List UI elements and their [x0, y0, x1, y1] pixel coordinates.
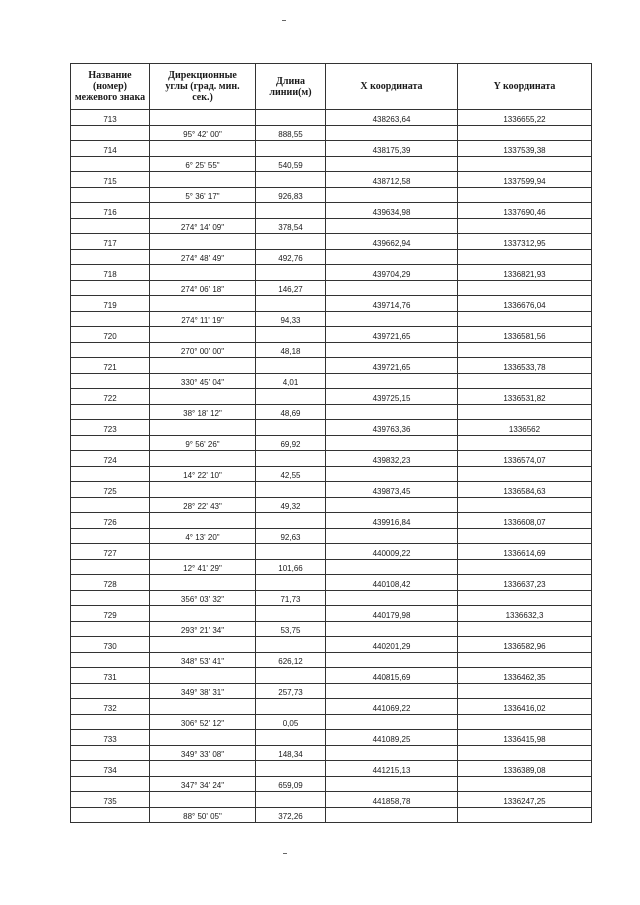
table-row: [71, 497, 592, 513]
x-coordinate-cell: 440201,29: [326, 637, 458, 653]
empty-cell: [458, 435, 592, 451]
table-row: [71, 327, 592, 343]
mark-name-cell: 719: [71, 296, 150, 312]
empty-cell: [71, 249, 150, 265]
table-row: [71, 482, 592, 498]
y-coordinate-cell: 1336415,98: [458, 730, 592, 746]
empty-cell: [150, 141, 256, 157]
empty-cell: [71, 714, 150, 730]
empty-cell: [326, 342, 458, 358]
x-coordinate-cell: 440009,22: [326, 544, 458, 560]
x-coordinate-cell: 439916,84: [326, 513, 458, 529]
y-coordinate-cell: 1336608,07: [458, 513, 592, 529]
table-row: [71, 652, 592, 668]
mark-name-cell: 717: [71, 234, 150, 250]
bearing-angle-cell: 274° 06' 18": [150, 280, 256, 296]
empty-cell: [458, 280, 592, 296]
x-coordinate-cell: 441069,22: [326, 699, 458, 715]
y-coordinate-cell: 1336614,69: [458, 544, 592, 560]
empty-cell: [150, 420, 256, 436]
mark-name-cell: 723: [71, 420, 150, 436]
empty-cell: [150, 389, 256, 405]
line-length-cell: 372,26: [256, 807, 326, 823]
table-row: [71, 528, 592, 544]
table-row: [71, 730, 592, 746]
line-length-cell: 4,01: [256, 373, 326, 389]
empty-cell: [150, 637, 256, 653]
table-row: [71, 203, 592, 219]
empty-cell: [256, 203, 326, 219]
empty-cell: [326, 249, 458, 265]
y-coordinate-cell: 1336632,3: [458, 606, 592, 622]
y-coordinate-cell: 1336821,93: [458, 265, 592, 281]
line-length-cell: 42,55: [256, 466, 326, 482]
bearing-angle-cell: 95° 42' 00": [150, 125, 256, 141]
scan-mark: [282, 20, 286, 21]
empty-cell: [458, 497, 592, 513]
empty-cell: [256, 141, 326, 157]
y-coordinate-cell: 1336462,35: [458, 668, 592, 684]
empty-cell: [458, 590, 592, 606]
bearing-angle-cell: 347° 34' 24": [150, 776, 256, 792]
empty-cell: [458, 807, 592, 823]
empty-cell: [326, 218, 458, 234]
mark-name-cell: 734: [71, 761, 150, 777]
line-length-cell: 49,32: [256, 497, 326, 513]
mark-name-cell: 731: [71, 668, 150, 684]
header-boundary-mark-name: Название (номер) межевого знака: [71, 64, 150, 110]
empty-cell: [256, 513, 326, 529]
x-coordinate-cell: 438712,58: [326, 172, 458, 188]
empty-cell: [458, 528, 592, 544]
y-coordinate-cell: 1336584,63: [458, 482, 592, 498]
empty-cell: [256, 730, 326, 746]
mark-name-cell: 728: [71, 575, 150, 591]
empty-cell: [326, 311, 458, 327]
mark-name-cell: 722: [71, 389, 150, 405]
empty-cell: [150, 265, 256, 281]
y-coordinate-cell: 1337690,46: [458, 203, 592, 219]
bearing-angle-cell: 9° 56' 26": [150, 435, 256, 451]
empty-cell: [256, 792, 326, 808]
table-row: [71, 435, 592, 451]
line-length-cell: 540,59: [256, 156, 326, 172]
empty-cell: [71, 621, 150, 637]
x-coordinate-cell: 439634,98: [326, 203, 458, 219]
empty-cell: [71, 125, 150, 141]
x-coordinate-cell: 439873,45: [326, 482, 458, 498]
x-coordinate-cell: 438263,64: [326, 110, 458, 126]
empty-cell: [71, 807, 150, 823]
header-bearing-angle: Дирекционные углы (град. мин. сек.): [150, 64, 256, 110]
bearing-angle-cell: 6° 25' 55": [150, 156, 256, 172]
x-coordinate-cell: 441858,78: [326, 792, 458, 808]
table-row: [71, 683, 592, 699]
x-coordinate-cell: 438175,39: [326, 141, 458, 157]
empty-cell: [326, 621, 458, 637]
table-row: [71, 544, 592, 560]
empty-cell: [150, 513, 256, 529]
y-coordinate-cell: 1336533,78: [458, 358, 592, 374]
empty-cell: [326, 435, 458, 451]
mark-name-cell: 725: [71, 482, 150, 498]
x-coordinate-cell: 439704,29: [326, 265, 458, 281]
empty-cell: [256, 482, 326, 498]
empty-cell: [458, 683, 592, 699]
table-row: [71, 125, 592, 141]
empty-cell: [458, 187, 592, 203]
line-length-cell: 626,12: [256, 652, 326, 668]
empty-cell: [256, 544, 326, 560]
empty-cell: [326, 280, 458, 296]
table-row: [71, 745, 592, 761]
table-row: [71, 389, 592, 405]
empty-cell: [458, 342, 592, 358]
table-header-row: [71, 64, 592, 110]
empty-cell: [256, 172, 326, 188]
bearing-angle-cell: 356° 03' 32": [150, 590, 256, 606]
table-row: [71, 296, 592, 312]
empty-cell: [256, 668, 326, 684]
bearing-angle-cell: 12° 41' 29": [150, 559, 256, 575]
x-coordinate-cell: 439721,65: [326, 358, 458, 374]
empty-cell: [150, 575, 256, 591]
table-row: [71, 761, 592, 777]
empty-cell: [458, 745, 592, 761]
y-coordinate-cell: 1336637,23: [458, 575, 592, 591]
table-row: [71, 590, 592, 606]
table-row: [71, 172, 592, 188]
x-coordinate-cell: 439721,65: [326, 327, 458, 343]
empty-cell: [150, 234, 256, 250]
table-row: [71, 699, 592, 715]
empty-cell: [150, 699, 256, 715]
empty-cell: [150, 327, 256, 343]
table-row: [71, 280, 592, 296]
table-row: [71, 187, 592, 203]
bearing-angle-cell: 38° 18' 12": [150, 404, 256, 420]
bearing-angle-cell: 4° 13' 20": [150, 528, 256, 544]
empty-cell: [326, 187, 458, 203]
x-coordinate-cell: 441215,13: [326, 761, 458, 777]
table-row: [71, 513, 592, 529]
table-row: [71, 621, 592, 637]
bearing-angle-cell: 293° 21' 34": [150, 621, 256, 637]
y-coordinate-cell: 1336247,25: [458, 792, 592, 808]
header-y-coordinate: Y координата: [458, 64, 592, 110]
bearing-angle-cell: 349° 33' 08": [150, 745, 256, 761]
y-coordinate-cell: 1336655,22: [458, 110, 592, 126]
empty-cell: [458, 652, 592, 668]
table-row: [71, 637, 592, 653]
empty-cell: [458, 404, 592, 420]
y-coordinate-cell: 1336562: [458, 420, 592, 436]
mark-name-cell: 735: [71, 792, 150, 808]
line-length-cell: 101,66: [256, 559, 326, 575]
table-row: [71, 234, 592, 250]
empty-cell: [256, 637, 326, 653]
mark-name-cell: 714: [71, 141, 150, 157]
mark-name-cell: 732: [71, 699, 150, 715]
empty-cell: [71, 187, 150, 203]
line-length-cell: 0,05: [256, 714, 326, 730]
empty-cell: [71, 404, 150, 420]
bearing-angle-cell: 348° 53' 41": [150, 652, 256, 668]
empty-cell: [326, 807, 458, 823]
empty-cell: [150, 296, 256, 312]
mark-name-cell: 726: [71, 513, 150, 529]
line-length-cell: 378,54: [256, 218, 326, 234]
bearing-angle-cell: 14° 22' 10": [150, 466, 256, 482]
y-coordinate-cell: 1337539,38: [458, 141, 592, 157]
table-row: [71, 404, 592, 420]
table-row: [71, 265, 592, 281]
y-coordinate-cell: 1336389,08: [458, 761, 592, 777]
empty-cell: [71, 466, 150, 482]
x-coordinate-cell: 440108,42: [326, 575, 458, 591]
empty-cell: [150, 482, 256, 498]
empty-cell: [71, 776, 150, 792]
empty-cell: [326, 683, 458, 699]
x-coordinate-cell: 439714,76: [326, 296, 458, 312]
table-row: [71, 792, 592, 808]
empty-cell: [326, 528, 458, 544]
empty-cell: [71, 435, 150, 451]
empty-cell: [150, 730, 256, 746]
empty-cell: [71, 683, 150, 699]
x-coordinate-cell: 441089,25: [326, 730, 458, 746]
empty-cell: [150, 668, 256, 684]
bearing-angle-cell: 330° 45' 04": [150, 373, 256, 389]
mark-name-cell: 730: [71, 637, 150, 653]
y-coordinate-cell: 1337312,95: [458, 234, 592, 250]
empty-cell: [71, 590, 150, 606]
bearing-angle-cell: 349° 38' 31": [150, 683, 256, 699]
empty-cell: [256, 606, 326, 622]
table-row: [71, 807, 592, 823]
table-row: [71, 342, 592, 358]
x-coordinate-cell: 440179,98: [326, 606, 458, 622]
header-line-length: Длина линии(м): [256, 64, 326, 110]
empty-cell: [326, 497, 458, 513]
table-row: [71, 420, 592, 436]
empty-cell: [71, 559, 150, 575]
table-row: [71, 358, 592, 374]
empty-cell: [326, 652, 458, 668]
y-coordinate-cell: 1336416,02: [458, 699, 592, 715]
empty-cell: [71, 528, 150, 544]
empty-cell: [458, 621, 592, 637]
mark-name-cell: 713: [71, 110, 150, 126]
bearing-angle-cell: 270° 00' 00": [150, 342, 256, 358]
line-length-cell: 69,92: [256, 435, 326, 451]
line-length-cell: 492,76: [256, 249, 326, 265]
y-coordinate-cell: 1336676,04: [458, 296, 592, 312]
empty-cell: [458, 218, 592, 234]
empty-cell: [326, 404, 458, 420]
table-row: [71, 575, 592, 591]
empty-cell: [326, 156, 458, 172]
empty-cell: [256, 296, 326, 312]
empty-cell: [458, 714, 592, 730]
line-length-cell: 48,69: [256, 404, 326, 420]
empty-cell: [150, 203, 256, 219]
boundary-coordinates-table: [70, 63, 592, 823]
empty-cell: [71, 280, 150, 296]
empty-cell: [458, 311, 592, 327]
bearing-angle-cell: 28° 22' 43": [150, 497, 256, 513]
y-coordinate-cell: 1336574,07: [458, 451, 592, 467]
empty-cell: [150, 358, 256, 374]
line-length-cell: 48,18: [256, 342, 326, 358]
x-coordinate-cell: 439725,15: [326, 389, 458, 405]
table-row: [71, 668, 592, 684]
empty-cell: [326, 714, 458, 730]
table-row: [71, 311, 592, 327]
x-coordinate-cell: 439832,23: [326, 451, 458, 467]
line-length-cell: 257,73: [256, 683, 326, 699]
header-x-coordinate: X координата: [326, 64, 458, 110]
table-row: [71, 218, 592, 234]
mark-name-cell: 715: [71, 172, 150, 188]
y-coordinate-cell: 1337599,94: [458, 172, 592, 188]
line-length-cell: 888,55: [256, 125, 326, 141]
table-row: [71, 110, 592, 126]
line-length-cell: 71,73: [256, 590, 326, 606]
empty-cell: [256, 761, 326, 777]
scan-mark: [283, 853, 287, 854]
empty-cell: [458, 559, 592, 575]
bearing-angle-cell: 274° 14' 09": [150, 218, 256, 234]
bearing-angle-cell: 5° 36' 17": [150, 187, 256, 203]
table-row: [71, 156, 592, 172]
mark-name-cell: 720: [71, 327, 150, 343]
empty-cell: [256, 699, 326, 715]
empty-cell: [150, 761, 256, 777]
empty-cell: [326, 745, 458, 761]
table-row: [71, 776, 592, 792]
empty-cell: [71, 745, 150, 761]
empty-cell: [71, 342, 150, 358]
y-coordinate-cell: 1336582,96: [458, 637, 592, 653]
empty-cell: [326, 590, 458, 606]
empty-cell: [256, 389, 326, 405]
table-row: [71, 249, 592, 265]
mark-name-cell: 718: [71, 265, 150, 281]
bearing-angle-cell: 274° 48' 49": [150, 249, 256, 265]
empty-cell: [458, 156, 592, 172]
mark-name-cell: 733: [71, 730, 150, 746]
empty-cell: [150, 544, 256, 560]
empty-cell: [150, 110, 256, 126]
table-row: [71, 466, 592, 482]
empty-cell: [256, 234, 326, 250]
line-length-cell: 148,34: [256, 745, 326, 761]
mark-name-cell: 721: [71, 358, 150, 374]
empty-cell: [256, 327, 326, 343]
empty-cell: [256, 575, 326, 591]
table-row: [71, 714, 592, 730]
x-coordinate-cell: 439662,94: [326, 234, 458, 250]
line-length-cell: 659,09: [256, 776, 326, 792]
empty-cell: [256, 110, 326, 126]
empty-cell: [326, 466, 458, 482]
empty-cell: [150, 606, 256, 622]
empty-cell: [256, 358, 326, 374]
empty-cell: [458, 125, 592, 141]
empty-cell: [71, 373, 150, 389]
mark-name-cell: 729: [71, 606, 150, 622]
line-length-cell: 92,63: [256, 528, 326, 544]
table-row: [71, 373, 592, 389]
bearing-angle-cell: 306° 52' 12": [150, 714, 256, 730]
line-length-cell: 926,83: [256, 187, 326, 203]
table-row: [71, 559, 592, 575]
x-coordinate-cell: 440815,69: [326, 668, 458, 684]
mark-name-cell: 724: [71, 451, 150, 467]
x-coordinate-cell: 439763,36: [326, 420, 458, 436]
empty-cell: [458, 373, 592, 389]
bearing-angle-cell: 274° 11' 19": [150, 311, 256, 327]
y-coordinate-cell: 1336531,82: [458, 389, 592, 405]
line-length-cell: 94,33: [256, 311, 326, 327]
empty-cell: [256, 420, 326, 436]
table-row: [71, 141, 592, 157]
line-length-cell: 53,75: [256, 621, 326, 637]
table-row: [71, 606, 592, 622]
empty-cell: [458, 249, 592, 265]
empty-cell: [458, 466, 592, 482]
empty-cell: [71, 311, 150, 327]
line-length-cell: 146,27: [256, 280, 326, 296]
empty-cell: [458, 776, 592, 792]
empty-cell: [326, 373, 458, 389]
empty-cell: [150, 172, 256, 188]
bearing-angle-cell: 88° 50' 05": [150, 807, 256, 823]
empty-cell: [71, 156, 150, 172]
empty-cell: [326, 559, 458, 575]
mark-name-cell: 727: [71, 544, 150, 560]
y-coordinate-cell: 1336581,56: [458, 327, 592, 343]
empty-cell: [326, 776, 458, 792]
empty-cell: [71, 497, 150, 513]
empty-cell: [326, 125, 458, 141]
empty-cell: [256, 265, 326, 281]
empty-cell: [71, 218, 150, 234]
table-row: [71, 451, 592, 467]
empty-cell: [256, 451, 326, 467]
empty-cell: [150, 792, 256, 808]
mark-name-cell: 716: [71, 203, 150, 219]
empty-cell: [150, 451, 256, 467]
empty-cell: [71, 652, 150, 668]
